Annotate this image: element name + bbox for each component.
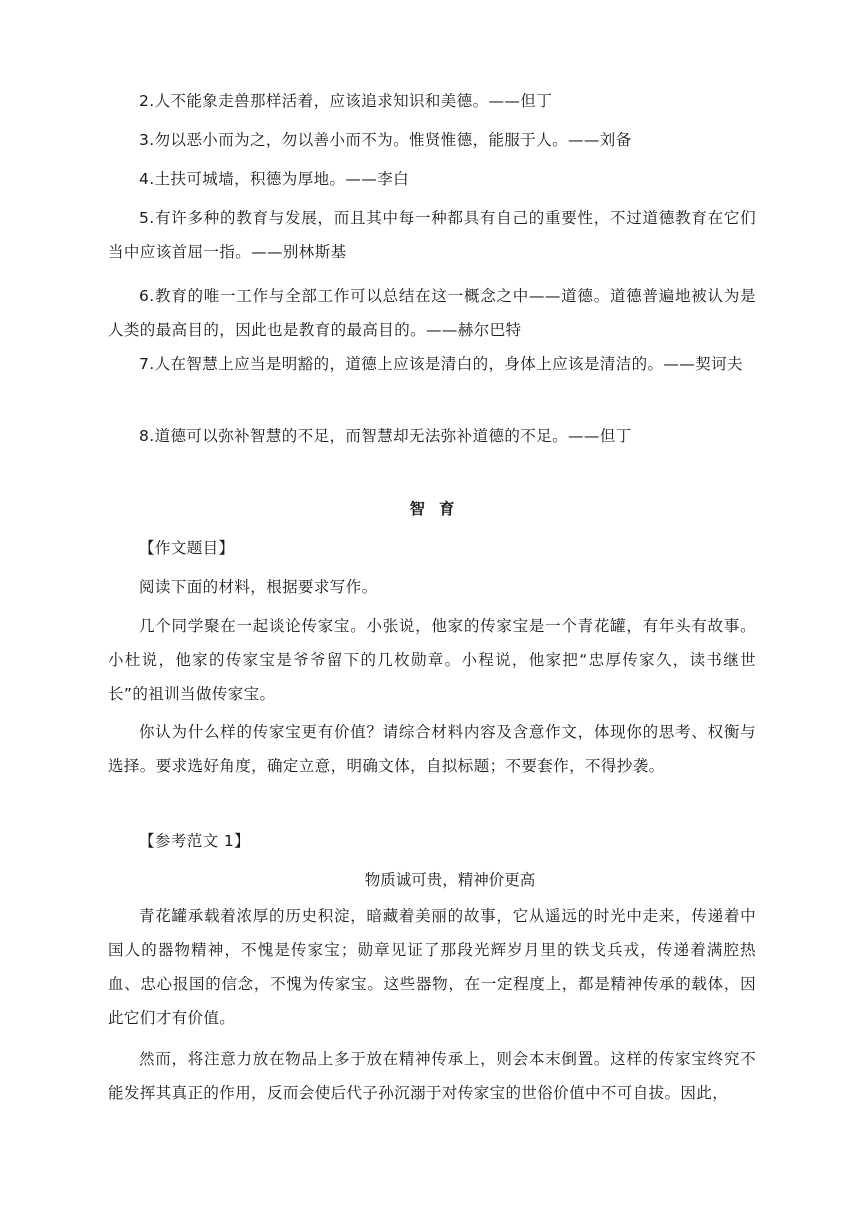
section-heading: 智育 <box>409 500 469 518</box>
task-material: 几个同学聚在一起谈论传家宝。小张说，他家的传家宝是一个青花罐，有年头有故事。小杜说，他家的传家宝是爷爷留下的几枚勋章。小程说，他家把“忠厚传家久，读书继世长”的祖训当做传家宝。 <box>108 617 756 703</box>
task-label: 【作文题目】 <box>139 539 235 557</box>
essay-title: 物质诚可贵，精神价更高 <box>364 871 536 889</box>
quote-6: 6.教育的唯一工作与全部工作可以总结在这一概念之中——道德。道德普遍地被认为是人类的最高目的，因此也是教育的最高目的。——赫尔巴特 <box>108 287 756 339</box>
quote-7: 7.人在智慧上应当是明豁的，道德上应该是清白的，身体上应该是清洁的。——契诃夫 <box>139 355 743 373</box>
quote-3: 3.勿以恶小而为之，勿以善小而不为。惟贤惟德，能服于人。——刘备 <box>139 131 632 149</box>
essay-paragraph-2: 然而，将注意力放在物品上多于放在精神传承上，则会本末倒置。这样的传家宝终究不能发挥其真正的作用，反而会使后代子孙沉溺于对传家宝的世俗价值中不可自拔。因此， <box>108 1050 756 1102</box>
quote-4: 4.土扶可城墙，积德为厚地。——李白 <box>139 170 409 188</box>
essay-paragraph-1: 青花罐承载着浓厚的历史积淀，暗藏着美丽的故事，它从遥远的时光中走来，传递着中国人的器物精神，不愧是传家宝；勋章见证了那段光辉岁月里的铁戈兵戎，传递着满腔热血、忠心报国的信念，不愧为传家宝。这些器物，在一定程度上，都是精神传承的载体，因此它们才有价值。 <box>108 907 756 1027</box>
quote-2: 2.人不能象走兽那样活着，应该追求知识和美德。——但丁 <box>139 92 553 110</box>
quote-5: 5.有许多种的教育与发展，而且其中每一种都具有自己的重要性，不过道德教育在它们当中应该首屈一指。——别林斯基 <box>108 209 756 261</box>
quote-8: 8.道德可以弥补智慧的不足，而智慧却无法弥补道德的不足。——但丁 <box>139 427 632 445</box>
task-instruction: 阅读下面的材料，根据要求写作。 <box>139 578 378 596</box>
essay-label: 【参考范文 1】 <box>139 832 250 850</box>
task-requirement: 你认为什么样的传家宝更有价值？请综合材料内容及含意作文，体现你的思考、权衡与选择。要求选好角度，确定立意，明确文体，自拟标题；不要套作，不得抄袭。 <box>108 723 756 775</box>
